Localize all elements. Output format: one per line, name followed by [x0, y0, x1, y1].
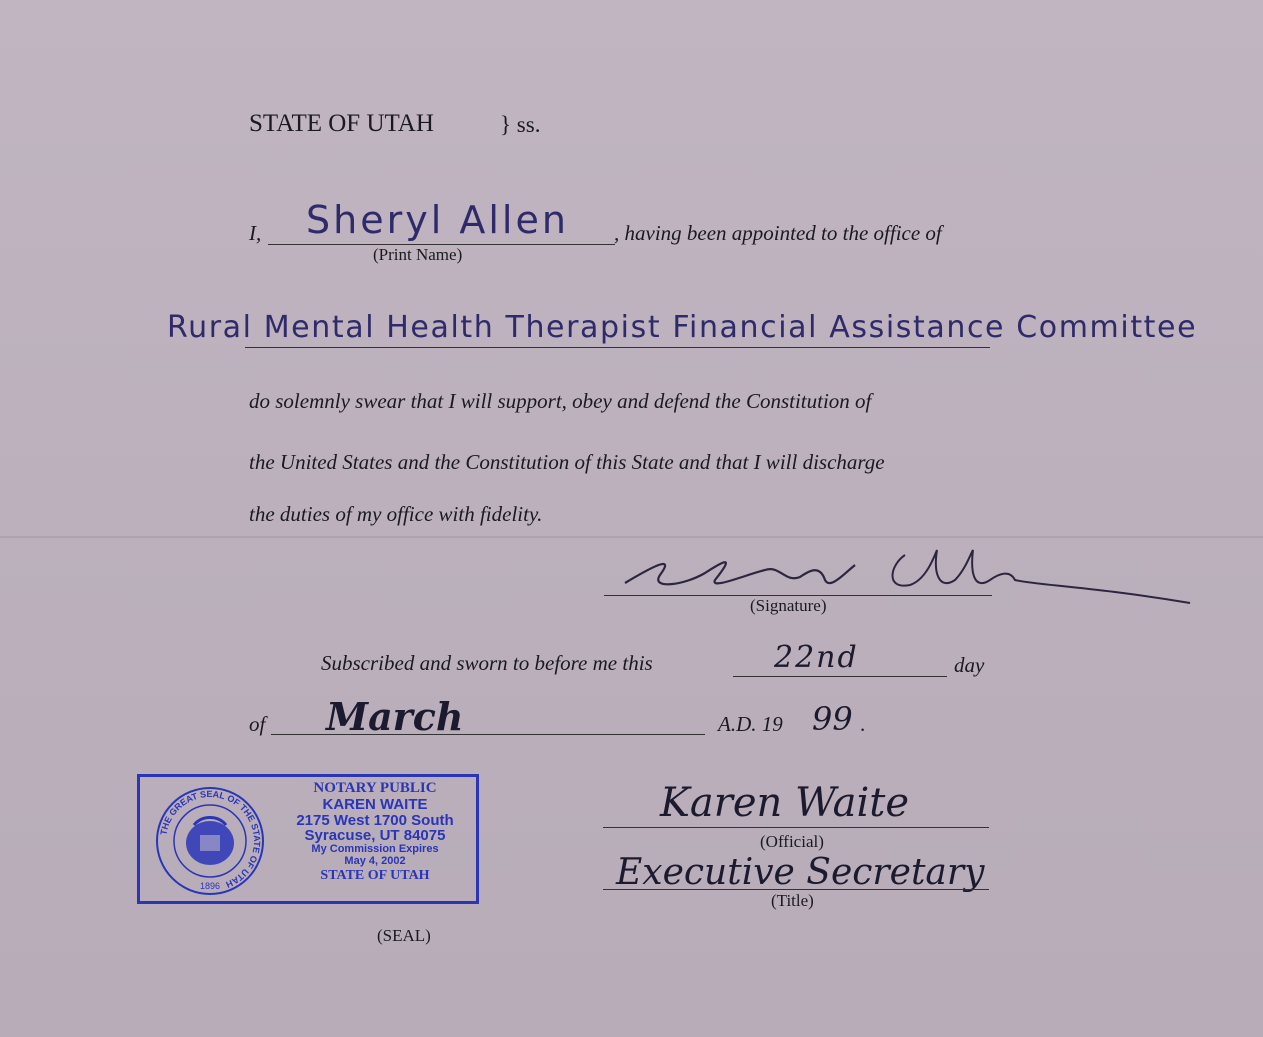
official-signature-handwritten: Karen Waite: [660, 780, 910, 826]
ss-label: } ss.: [500, 112, 541, 137]
title-line: [603, 889, 989, 890]
title-value-handwritten: Executive Secretary: [616, 852, 985, 893]
day-value-handwritten: 22nd: [774, 640, 859, 675]
official-line: [603, 827, 989, 828]
of-label: of: [249, 712, 266, 736]
oath-line-2: the United States and the Constitution of this State and that I will discharge: [249, 450, 885, 474]
stamp-commission: My Commission Expires: [311, 843, 439, 855]
state-heading: STATE OF UTAH: [249, 110, 434, 137]
title-label: (Title): [771, 891, 814, 910]
state-seal-icon: [154, 785, 266, 897]
subscribed-text: Subscribed and sworn to before me this: [321, 651, 653, 675]
stamp-title: NOTARY PUBLIC: [313, 780, 437, 796]
seal-label: (SEAL): [377, 926, 431, 945]
oath-prefix: I,: [249, 221, 262, 245]
signature-handwritten: [615, 535, 1195, 615]
year-value-handwritten: 99: [812, 700, 853, 738]
stamp-name: KAREN WAITE: [322, 795, 428, 813]
day-line: [733, 676, 947, 677]
stamp-address: 2175 West 1700 South: [296, 811, 454, 829]
oath-line-3: the duties of my office with fidelity.: [249, 502, 543, 526]
month-value-handwritten: March: [326, 694, 464, 739]
year-period: .: [860, 712, 866, 736]
seal-year: 1896: [199, 881, 221, 891]
oath-line-1: do solemnly swear that I will support, obey and defend the Constitution of: [249, 389, 872, 413]
ad-label: A.D. 19: [718, 712, 783, 736]
notary-stamp: [137, 774, 479, 904]
print-name-label: (Print Name): [373, 245, 463, 264]
stamp-state: STATE OF UTAH: [320, 868, 430, 884]
seal-ring-text: THE GREAT SEAL OF THE STATE OF UTAH: [158, 788, 263, 890]
office-handwritten: Rural Mental Health Therapist Financial Assistance Committee: [167, 310, 1198, 345]
official-label: (Official): [760, 832, 824, 851]
appointed-text: , having been appointed to the office of: [614, 221, 942, 245]
stamp-city: Syracuse, UT 84075: [304, 827, 446, 845]
signature-label: (Signature): [750, 596, 827, 615]
printed-name-handwritten: Sheryl Allen: [306, 198, 569, 242]
stamp-expires: May 4, 2002: [344, 854, 406, 867]
office-line: [245, 347, 990, 348]
stamp-text-block: [272, 781, 478, 884]
day-label: day: [954, 653, 985, 677]
